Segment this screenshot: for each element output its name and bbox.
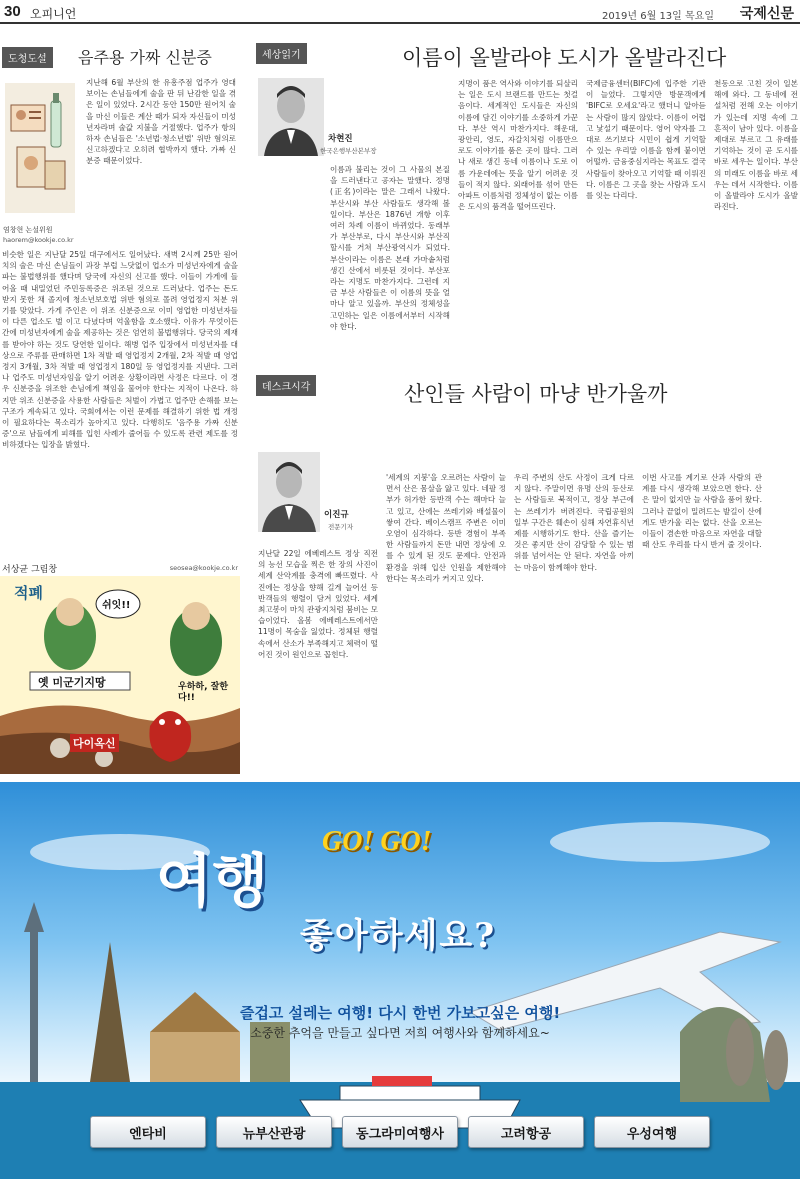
cartoon-speech-bubble-2: 우하하, 잘한다!! <box>178 682 229 703</box>
author-photo <box>258 452 320 532</box>
article-column-1: 이름과 불리는 것이 그 사물의 본질을 드러낸다고 공자는 말했다. 정명(正名)이라는 말은 그래서 나왔다. 부산시와 부산 사람들도 생각해 볼 일이다. 부산은 1876년 개항 이후 여러 차례 이름이 바뀌었다. 동래부가 부산부로, 다시 부산시와 부산직할시를 거쳐 부산광역시가 되었다. 부산이라는 이름은 본래 가마솥처럼 생긴 산에서 비롯된 것이다. 부산포라는 지명도 마찬가지다. 그런데 지금 부산 사람들은 이 이름의 뜻을 얼마나 알고 있을까. 부산의 정체성을 고민하는 일은 이름에서부터 시작해야 한다. <box>330 165 450 331</box>
article-column-2: '세계의 지붕'을 오르려는 사람이 늘면서 산은 몸살을 앓고 있다. 네팔 정부가 허가한 등반객 수는 해마다 늘고 있고, 산에는 쓰레기와 배설물이 쌓여 간다. 베이스캠프 주변은 이미 오염이 심각하다. 등반 경험이 부족한 사람들까지 돈만 내면 정상에 오를 수 있게 된 것도 문제다. 안전과 환경을 위해 입산 인원을 제한해야 한다는 목소리가 커지고 있다. <box>386 473 506 583</box>
article-column-2: 지명이 품은 역사와 이야기를 되살리는 일은 도시 브랜드를 만드는 첫걸음이다. 세계적인 도시들은 자신의 이름에 담긴 이야기를 소중하게 가꾼다. 부산 역시 마찬가지다. 해운대, 광안리, 영도, 자갈치처럼 이름만으로도 이야기를 품은 곳이 많다. 그러나 새로 생긴 동네 이름이나 도로 이름 가운데에는 뜻을 알기 어려운 것들이 적지 않다. 외래어를 섞어 만든 아파트 이름처럼 정체성이 없는 이름은 도시의 품격을 떨어뜨린다. <box>458 79 578 212</box>
column-tag: 도청도설 <box>2 47 53 68</box>
column-deskvision <box>254 372 800 770</box>
editorial-cartoon <box>0 576 240 774</box>
column-tag: 데스크시각 <box>256 375 316 396</box>
section-name: 오피니언 <box>30 7 77 21</box>
ad-title-sub: 좋아하세요? <box>300 916 497 956</box>
column-tag: 세상읽기 <box>256 43 307 64</box>
author-name: 염창현 논설위원 <box>3 226 53 234</box>
cartoon-header: 서상균 그림창 <box>2 565 58 575</box>
column-dochungdoseol <box>0 43 240 548</box>
article-column-1: 지난달 22일 에베레스트 정상 직전의 능선 모습을 찍은 한 장의 사진이 세계 산악계를 충격에 빠뜨렸다. 사진에는 정상을 향해 길게 늘어선 등반객들의 행렬이 담겨 있었다. 세계 최고봉이 마치 관광지처럼 붐비는 모습이었다. 올봄 에베레스트에서만 11명이 목숨을 잃었다. 정체된 행렬 속에서 산소가 부족해지고 체력이 떨어진 것이 원인으로 꼽힌다. <box>258 549 378 659</box>
agency-button-donggeurami[interactable]: 동그라미여행사 <box>342 1116 458 1148</box>
column-sesangilgi <box>254 40 800 366</box>
page-header <box>0 0 800 24</box>
column-title: 이름이 올발라야 도시가 올발라진다 <box>402 46 727 70</box>
issue-date: 2019년 6월 13일 목요일 <box>601 11 714 22</box>
cartoon-label-red: 다이옥신 <box>70 734 119 752</box>
column-illustration <box>5 83 75 213</box>
cartoon-speech-bubble-1: 쉬잇!! <box>102 600 131 611</box>
article-column-3: 국제금융센터(BIFC)에 입주한 기관이 늘었다. 그렇지만 방문객에게 'BIFC로 오세요'라고 했더니 알아듣는 사람이 많지 않았다. 이름이 어렵고 낯설기 때문이다. 영어 약자를 그대로 쓰기보다 시민이 쉽게 기억할 수 있는 우리말 이름을 함께 붙이면 어떨까. 금융중심지라는 목표도 결국 사람들이 찾아오고 기억할 때 이뤄진다. 이름은 그 곳을 찾는 사람과 도시를 잇는 다리다. <box>586 79 706 201</box>
author-name: 차현진 <box>328 134 353 144</box>
cartoon-sign: 옛 미군기지땅 <box>38 676 106 689</box>
page-number: 30 <box>4 3 21 20</box>
author-role: 한국은행부산본부장 <box>320 147 377 155</box>
cartoon-label-top: 적폐 <box>14 584 43 602</box>
author-name: 이진규 <box>324 510 349 520</box>
article-body-lower: 비슷한 일은 지난달 25일 대구에서도 일어났다. 새벽 2시께 25만 원어치의 술은 마신 손님들이 과장 부럽 느닷없이 업소가 미성년자에게 술을 파는 불법행위를 했다며 당국에 자신의 신고를 했다. 이들이 가게에 들어올 때 내밀었던 주민등록증은 위조된 것으로 드러났다. 업주는 돈도 받지 못한 채 졸지에 청소년보호법 위반 혐의로 몰려 영업정지 처분 위기를 맞았다. 가게 주인은 이 위조 신분증으로 이미 영업한 미성년자들이 다른 업소도 벌 이고 다녔다며 억울함을 호소했다. 이유가 무엇이든 간에 미성년자에게 술을 제공하는 것은 엄연히 불법행위다. 당국의 제재를 받아야 하는 것도 당연한 일이다. 해병 업주 입장에서 미성년자를 대상으로 주류를 판매하면 1차 적발 때 영업정지 2개월, 2차 적발 때 영업정지 3개월, 3차 적발 때 영업정지 180일 등 영업정지를 지낸다. 그러나 업주도 미성년자임을 알기 어려운 상황이라면 사정은 다르다. 이 경우 신분증을 위조한 손님에게 책임을 물어야 한다는 지적이 나온다. 하지만 위조 신분증을 사용한 사람들은 처벌이 가볍고 업주만 손해를 보는 구조가 계속되고 있다. 국회에서는 이런 문제를 해결하기 위한 법 개정이 필요하다는 목소리가 높아지고 있다. 다행히도 '음주용 가짜 신분증'으로 남들에게 피해를 입힌 사례가 줄어들 수 있도록 관련 제도를 정비하겠다는 입장을 밝혔다. <box>2 250 238 450</box>
ad-subtagline: 소중한 추억을 만들고 싶다면 저희 여행사와 함께하세요~ <box>250 1026 550 1040</box>
agency-button-goryeo[interactable]: 고려항공 <box>468 1116 584 1148</box>
cartoonist-email[interactable]: seosea@kookje.co.kr <box>169 564 238 572</box>
article-column-4: 이번 사고를 계기로 산과 사람의 관계를 다시 생각해 보았으면 한다. 산은 말이 없지만 늘 사람을 품어 왔다. 그러나 끝없이 밀려드는 발길이 산에게도 반가울 리는 없다. 산을 오르는 이들이 겸손한 마음으로 자연을 대할 때 산도 우리를 다시 반겨 줄 것이다. <box>642 473 762 550</box>
agency-button-wooseong[interactable]: 우성여행 <box>594 1116 710 1148</box>
author-photo <box>258 78 324 156</box>
article-body-upper: 지난해 6월 부산의 한 유흥주점 업주가 영대보이는 손님들에게 술을 판 뒤 난감한 일을 겪은 일이 있었다. 2시간 동안 150만 원어치 술을 마신 이들은 계산 때가 되자 자신들이 미성년자라며 술값 지불을 거절했다. 업주가 항의하자 손님들은 '소년법·청소년법' 위반 혐의로 신고하겠다고 오히려 협박까지 했다. 가짜 신분증 때문이었다. <box>86 78 236 166</box>
article-column-4: 천동으로 고친 것이 일본 해에 와다. 그 동네에 전설처럼 전해 오는 이야기가 있는데 지명 속에 그 흔적이 남아 있다. 이름을 제대로 부르고 그 유래를 기억하는 것이 곧 도시를 바로 세우는 일이다. 부산의 미래도 이름을 바로 세우는 데서 시작한다. 이름이 올발라야 도시가 올발라진다. <box>714 79 798 212</box>
agency-button-entabi[interactable]: 엔타비 <box>90 1116 206 1148</box>
ad-tagline: 즐겁고 설레는 여행! 다시 한번 가보고싶은 여행! <box>239 1004 561 1022</box>
masthead-logo: 국제신문 <box>739 6 794 22</box>
agency-button-row <box>90 1116 710 1150</box>
column-title: 음주용 가짜 신분증 <box>78 48 212 67</box>
editorial-cartoon-section <box>0 562 240 772</box>
ad-title-main: 여행 <box>156 847 269 915</box>
author-role: 전문기자 <box>328 523 354 531</box>
article-column-3: 우리 주변의 산도 사정이 크게 다르지 않다. 주말이면 유명 산의 등산로는 사람들로 북적이고, 정상 부근에는 쓰레기가 버려진다. 국립공원의 일부 구간은 훼손이 심해 자연휴식년제를 시행하기도 한다. 산을 즐기는 것은 좋지만 산이 감당할 수 있는 범위를 넘어서는 안 된다. 자연을 아끼는 마음이 함께해야 한다. <box>514 473 634 572</box>
agency-button-newbusan[interactable]: 뉴부산관광 <box>216 1116 332 1148</box>
travel-advertisement <box>0 782 800 1179</box>
author-email[interactable]: haorem@kookje.co.kr <box>3 236 74 244</box>
column-title: 산인들 사람이 마냥 반가울까 <box>404 382 668 406</box>
ad-go-text: GO! GO! <box>322 826 432 857</box>
